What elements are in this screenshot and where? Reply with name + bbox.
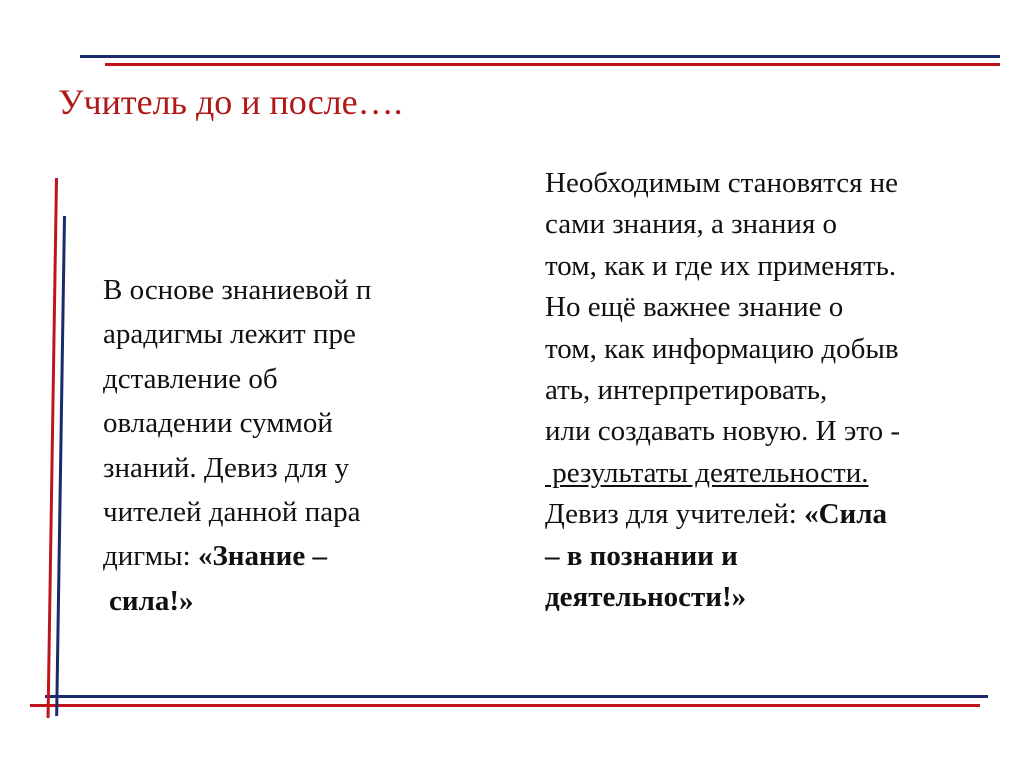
top-red-line	[105, 63, 1000, 66]
right-line: или создавать новую. И это -	[545, 415, 900, 448]
bottom-navy-line	[45, 695, 988, 698]
right-motto-line	[545, 494, 1015, 535]
left-line: арадигмы лежит пре	[103, 318, 356, 351]
left-line: знаний. Девиз для у	[103, 451, 350, 484]
right-motto-prefix: Девиз для учителей:	[545, 498, 805, 531]
right-paragraph	[545, 163, 1015, 618]
top-navy-line	[80, 55, 1000, 58]
left-motto-line	[103, 534, 483, 578]
right-line: ать, интерпретировать,	[545, 374, 828, 407]
right-line: Но ещё важнее знание о	[545, 291, 844, 324]
left-paragraph	[103, 268, 483, 623]
right-motto-line	[545, 536, 1015, 577]
right-motto-part2: – в познании и	[545, 539, 738, 572]
slide-title: Учитель до и после….	[58, 82, 403, 122]
right-motto-part3: деятельности!»	[545, 581, 747, 614]
right-underlined-line	[545, 453, 1015, 494]
left-line: чителей данной пара	[103, 496, 361, 529]
right-motto-part1: «Сила	[804, 498, 887, 531]
underlined-results: результаты деятельности.	[545, 456, 869, 489]
right-line: Необходимым становятся не	[545, 167, 899, 199]
right-motto-line	[545, 577, 1015, 618]
right-line: сами знания, а знания о	[545, 208, 838, 241]
left-motto-part1: «Знание –	[197, 540, 327, 573]
left-navy-line	[55, 216, 66, 716]
left-line: В основе знаниевой п	[103, 274, 372, 306]
right-line: том, как информацию добыв	[545, 332, 899, 365]
left-motto-part2: сила!»	[109, 584, 194, 617]
left-line: дставление об	[103, 362, 278, 395]
left-line: овладении суммой	[103, 407, 333, 440]
right-line: том, как и где их применять.	[545, 249, 897, 282]
left-motto-line	[103, 579, 483, 623]
left-line: дигмы:	[103, 540, 198, 573]
bottom-red-line	[30, 704, 980, 707]
